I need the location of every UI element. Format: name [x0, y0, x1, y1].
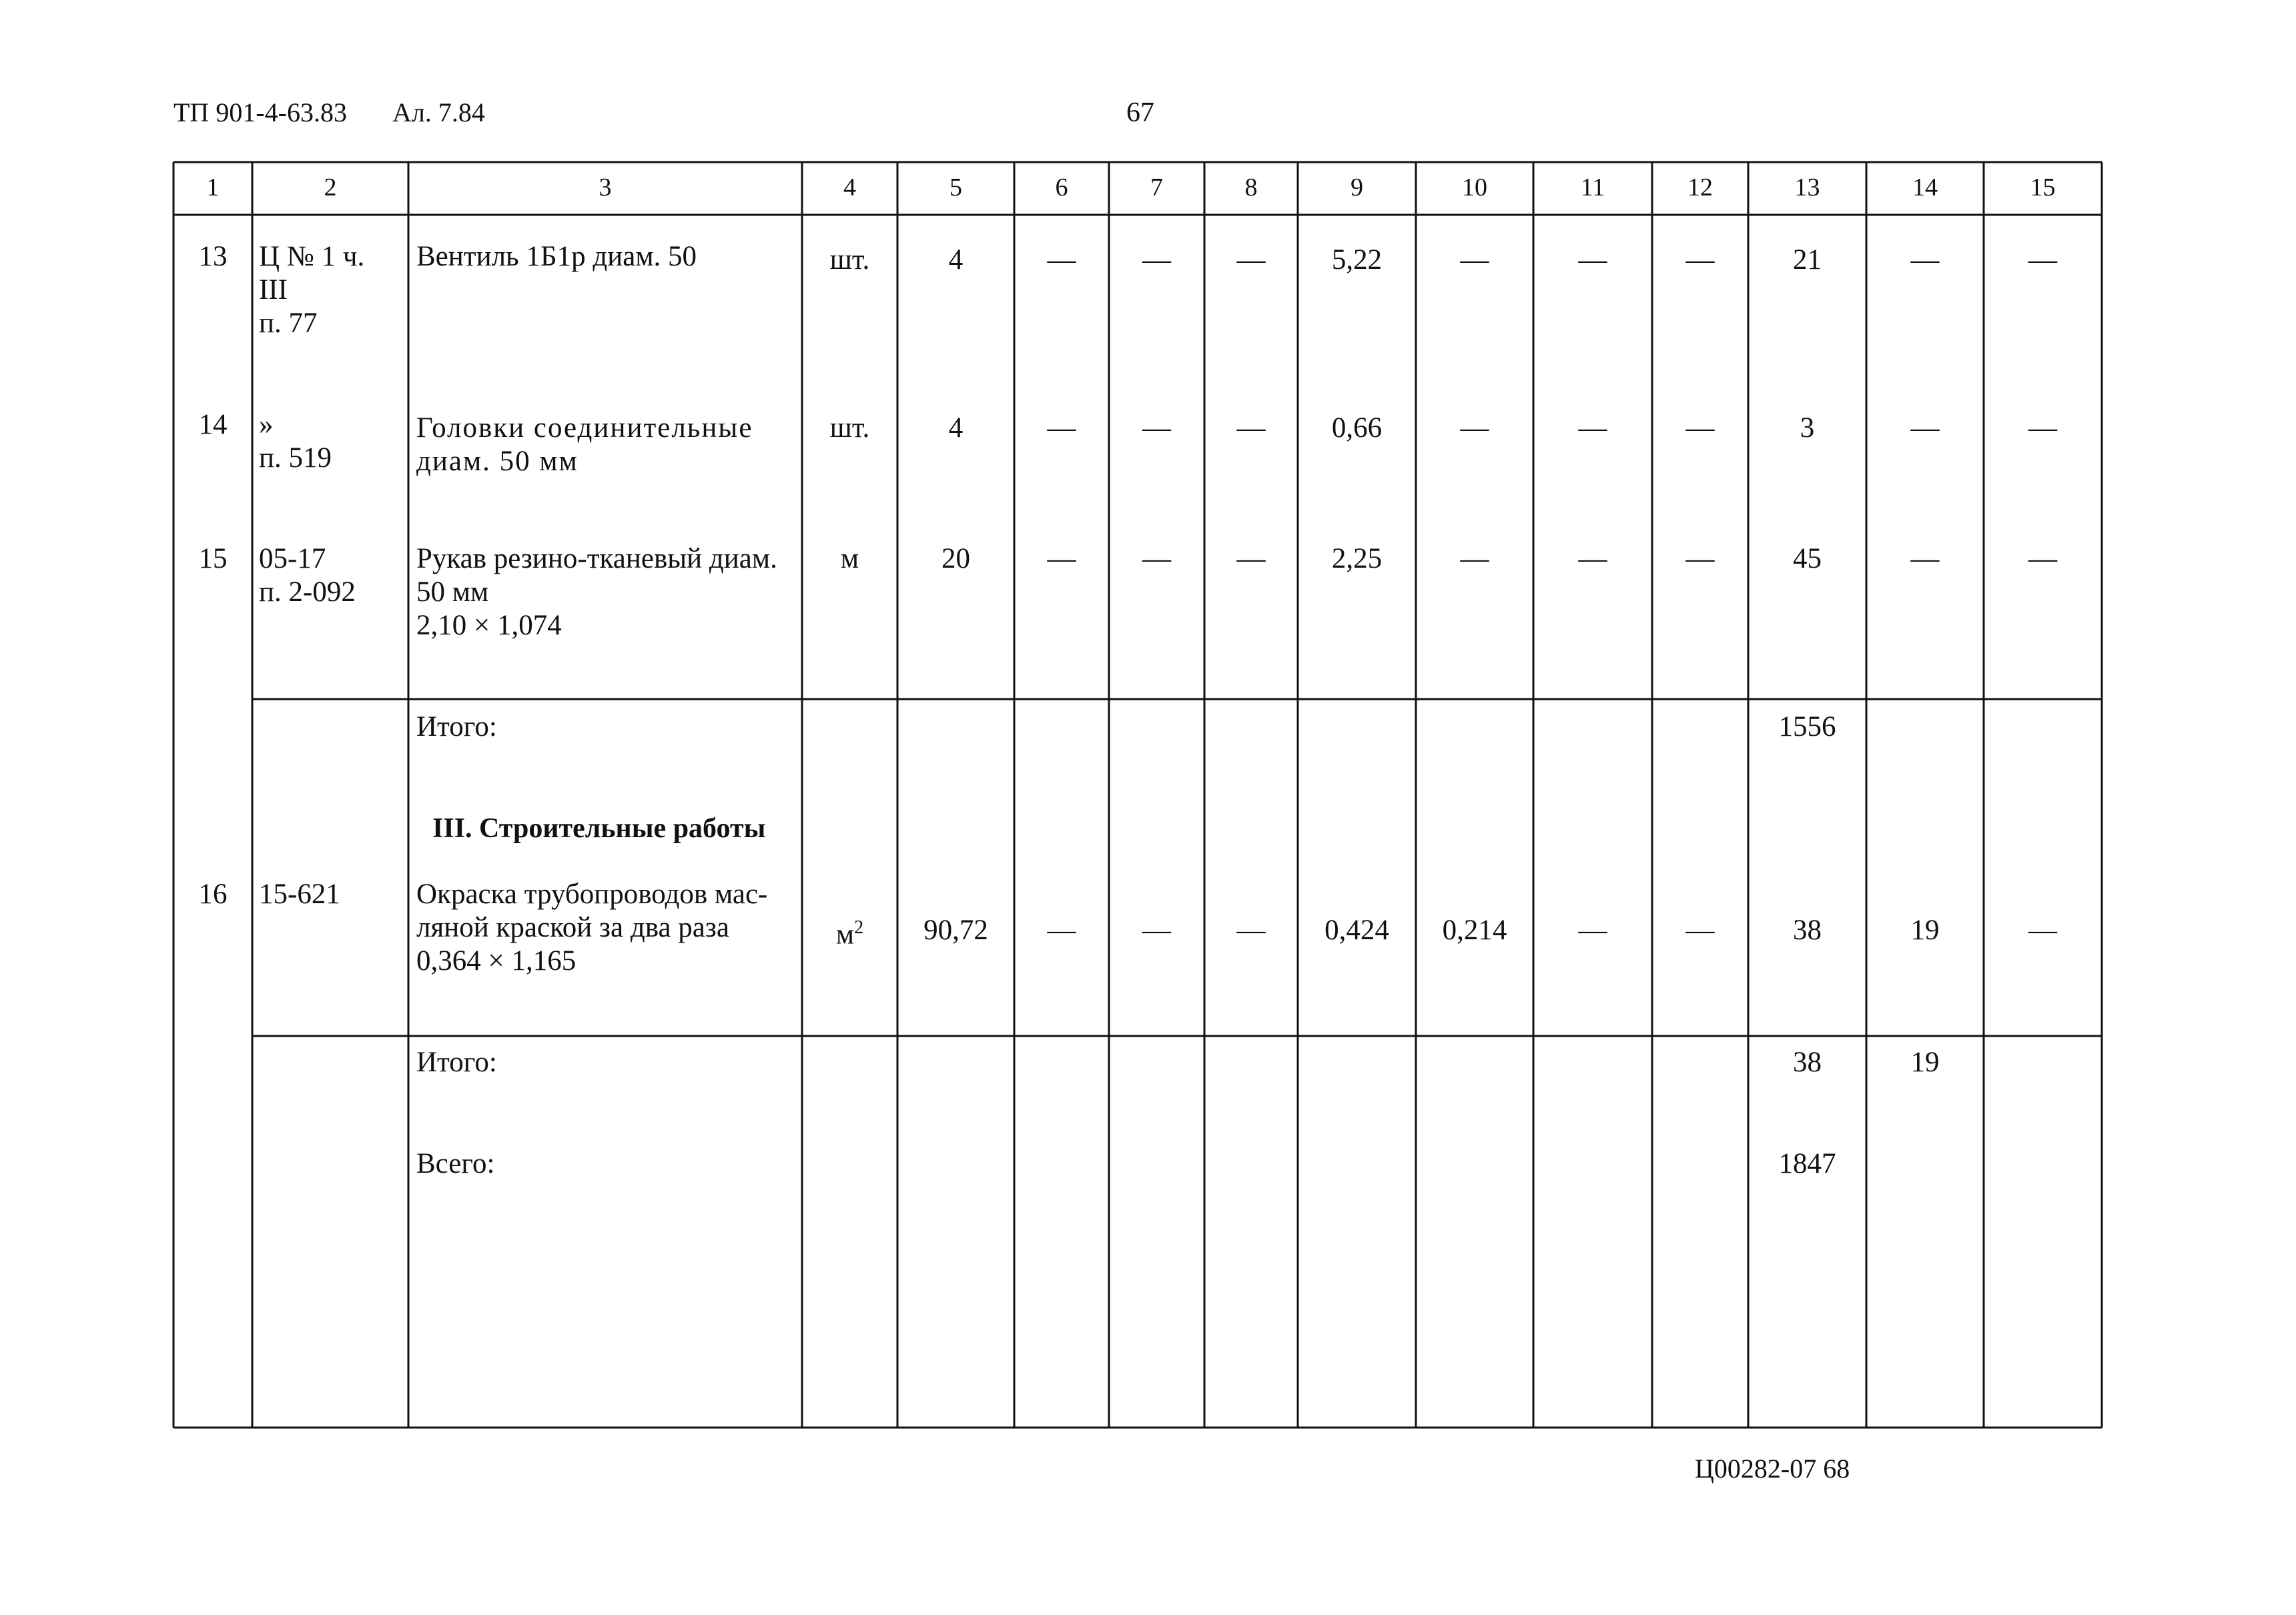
item-name: Окраска трубопроводов мас- ляной краской за два раза 0,364 × 1,165 [416, 879, 768, 977]
cell-col-14: 19 [1910, 915, 1940, 946]
unit: шт. [829, 412, 870, 444]
column-number: 9 [1351, 173, 1363, 201]
subtotal-value-13: 38 [1793, 1047, 1822, 1078]
cell-col-9: 5,22 [1331, 244, 1383, 276]
cell-col-8: — [1236, 412, 1266, 444]
cell-col-10: 0,214 [1442, 915, 1507, 946]
cell-col-14: — [1910, 244, 1940, 276]
total-value: 1847 [1778, 1148, 1836, 1179]
column-number: 3 [599, 173, 612, 201]
cell-col-15: — [2028, 412, 2057, 444]
cell-col-11: — [1578, 412, 1607, 444]
cell-col-12: — [1685, 543, 1715, 574]
column-number: 11 [1580, 173, 1605, 201]
cell-col-13: 38 [1793, 915, 1822, 946]
row-number: 13 [198, 241, 228, 272]
cell-col-15: — [2028, 543, 2057, 574]
row-number: 16 [198, 879, 228, 910]
quantity: 4 [948, 244, 964, 276]
column-number: 15 [2030, 173, 2056, 201]
cell-col-8: — [1236, 915, 1266, 946]
unit [802, 911, 897, 951]
cell-col-13: 45 [1793, 543, 1822, 574]
cell-col-11: — [1578, 543, 1607, 574]
page-number: 67 [1126, 97, 1154, 128]
column-number: 4 [843, 173, 856, 201]
column-number: 5 [949, 173, 962, 201]
price-code: Ц № 1 ч. III п. 77 [259, 241, 365, 339]
column-number: 12 [1687, 173, 1713, 201]
cell-col-8: — [1236, 543, 1266, 574]
quantity: 4 [948, 412, 964, 444]
cell-col-11: — [1578, 244, 1607, 276]
cell-col-10: — [1460, 244, 1489, 276]
album-number: Ал. 7.84 [392, 97, 485, 127]
price-code: 15-621 [259, 879, 340, 910]
cell-col-12: — [1685, 244, 1715, 276]
cell-col-6: — [1047, 915, 1076, 946]
column-number: 10 [1462, 173, 1487, 201]
quantity: 90,72 [923, 915, 988, 946]
column-number: 14 [1912, 173, 1938, 201]
cell-col-12: — [1685, 412, 1715, 444]
footer-code: Ц00282-07 68 [1695, 1454, 1850, 1484]
item-name: Вентиль 1Б1р диам. 50 [416, 241, 697, 272]
column-number: 8 [1244, 173, 1258, 201]
cell-col-7: — [1142, 244, 1171, 276]
subtotal-value-14: 19 [1910, 1047, 1940, 1078]
row-number: 15 [198, 543, 228, 574]
total-label: Всего: [416, 1148, 495, 1179]
cell-col-14: — [1910, 543, 1940, 574]
column-number: 7 [1150, 173, 1163, 201]
price-code: 05-17 п. 2-092 [259, 543, 356, 608]
cell-col-6: — [1047, 543, 1076, 574]
cell-col-15: — [2028, 244, 2057, 276]
subtotal-label: Итого: [416, 1047, 497, 1078]
column-number: 1 [206, 173, 220, 201]
cell-col-8: — [1236, 244, 1266, 276]
column-number: 13 [1794, 173, 1820, 201]
item-name: Рукав резино-тканевый диам. 50 мм 2,10 × 1,074 [416, 543, 777, 641]
cell-col-10: — [1460, 543, 1489, 574]
item-name: Головки соединительные диам. 50 мм [416, 412, 753, 477]
cell-col-13: 21 [1793, 244, 1822, 276]
unit: шт. [829, 244, 870, 276]
cell-col-7: — [1142, 543, 1171, 574]
cell-col-7: — [1142, 915, 1171, 946]
cell-col-9: 2,25 [1331, 543, 1383, 574]
cell-col-11: — [1578, 915, 1607, 946]
cell-col-10: — [1460, 412, 1489, 444]
price-code: » п. 519 [259, 409, 332, 474]
subtotal-value: 1556 [1778, 711, 1836, 742]
cell-col-7: — [1142, 412, 1171, 444]
unit-base: м [835, 919, 855, 951]
cell-col-9: 0,424 [1324, 915, 1389, 946]
document-code: ТП 901-4-63.83 [173, 97, 347, 127]
column-number: 6 [1055, 173, 1068, 201]
cell-col-12: — [1685, 915, 1715, 946]
unit-superscript: 2 [854, 917, 864, 938]
cell-col-13: 3 [1800, 412, 1815, 444]
column-number: 2 [324, 173, 337, 201]
cell-col-6: — [1047, 244, 1076, 276]
unit: м [840, 543, 859, 574]
quantity: 20 [941, 543, 970, 574]
cell-col-6: — [1047, 412, 1076, 444]
subtotal-label: Итого: [416, 711, 497, 742]
section-title: III. Строительные работы [432, 813, 766, 844]
row-number: 14 [198, 409, 228, 440]
cell-col-14: — [1910, 412, 1940, 444]
cell-col-15: — [2028, 915, 2057, 946]
cell-col-9: 0,66 [1331, 412, 1383, 444]
